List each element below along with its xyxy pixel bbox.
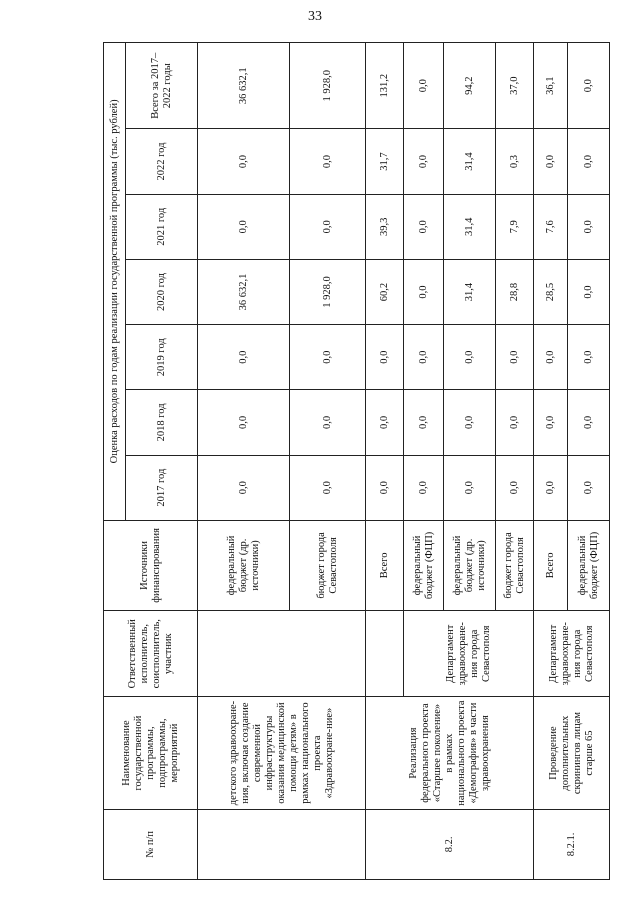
cell-value: 0,0 [290,390,366,455]
cell-source: федеральный бюджет (др. источники) [444,520,496,610]
cell-value: 0,0 [496,455,534,520]
cell-value: 0,0 [568,43,610,129]
cell-value: 31,4 [444,259,496,324]
cell-value: 0,0 [198,455,290,520]
cell-value: 0,0 [568,390,610,455]
cell-value: 0,0 [568,129,610,194]
cell-value: 0,0 [290,455,366,520]
cell-value: 0,3 [496,129,534,194]
header-num: № п/п [104,809,198,879]
cell-value: 0,0 [534,325,568,390]
cell-source: федеральный бюджет (ФЦП) [568,520,610,610]
cell-value: 0,0 [534,390,568,455]
cell-value: 60,2 [366,259,404,324]
cell-responsible: Департамент здравоохране-ния города Севастополя [534,611,610,697]
rotated-table-wrapper [103,42,609,880]
header-estimate: Оценка расходов по годам реализации государственной программы (тыс. рублей) [104,43,126,521]
cell-value: 0,0 [404,194,444,259]
cell-name: детского здравоохране-ния, включая создание современной инфраструктуры оказания медицинской помощи детям» в рамках национального проекта «Здравоохране-ние» [198,697,366,809]
cell-value: 0,0 [444,455,496,520]
header-year-2021: 2021 год [126,194,198,259]
cell-value: 0,0 [290,325,366,390]
cell-value: 7,9 [496,194,534,259]
cell-name: Проведение дополнительных скринингов лицам старше 65 [534,697,610,809]
cell-num: 8.2.1. [534,809,610,879]
cell-value: 0,0 [404,455,444,520]
cell-value: 36,1 [534,43,568,129]
cell-value: 0,0 [198,129,290,194]
cell-value: 0,0 [404,129,444,194]
cell-responsible: Департамент здравоохране-ния города Севастополя [404,611,534,697]
cell-value: 31,4 [444,129,496,194]
cell-value: 37,0 [496,43,534,129]
header-year-2022: 2022 год [126,129,198,194]
header-sources: Источники финансирования [104,520,198,610]
header-year-2020: 2020 год [126,259,198,324]
cell-value: 0,0 [366,390,404,455]
cell-value: 0,0 [404,259,444,324]
cell-value: 0,0 [534,129,568,194]
cell-num: 8.2. [366,809,534,879]
cell-value: 0,0 [534,455,568,520]
cell-source: Всего [366,520,404,610]
cell-value: 0,0 [290,129,366,194]
header-year-2017: 2017 год [126,455,198,520]
header-responsible: Ответственный исполнитель, соисполнитель, участник [104,611,198,697]
cell-value: 31,7 [366,129,404,194]
cell-num [198,809,366,879]
cell-value: 0,0 [444,390,496,455]
cell-value: 36 632,1 [198,259,290,324]
cell-value: 39,3 [366,194,404,259]
cell-value: 0,0 [198,390,290,455]
cell-source: федеральный бюджет (др. источники) [198,520,290,610]
cell-value: 0,0 [198,194,290,259]
cell-value: 0,0 [366,455,404,520]
page-number: 33 [308,9,322,24]
financing-table [103,42,610,880]
cell-value: 28,8 [496,259,534,324]
cell-name: Реализация федерального проекта «Старшее поколение» в рамках национального проекта «Демография» в части здравоохранения [366,697,534,809]
cell-source: бюджет города Севастополя [290,520,366,610]
header-name: Наименование государственной программы, подпрограммы, мероприятий [104,697,198,809]
cell-value: 0,0 [496,325,534,390]
header-total: Всего за 2017–2022 годы [126,43,198,129]
cell-value: 0,0 [568,455,610,520]
cell-value: 0,0 [404,390,444,455]
cell-value: 0,0 [568,325,610,390]
cell-value: 0,0 [496,390,534,455]
cell-value: 131,2 [366,43,404,129]
cell-value: 1 928,0 [290,43,366,129]
cell-value: 0,0 [404,325,444,390]
cell-value: 0,0 [366,325,404,390]
cell-source: федеральный бюджет (ФЦП) [404,520,444,610]
cell-value: 0,0 [198,325,290,390]
cell-value: 0,0 [444,325,496,390]
cell-responsible [198,611,366,697]
cell-value: 1 928,0 [290,259,366,324]
cell-source: бюджет города Севастополя [496,520,534,610]
cell-value: 28,5 [534,259,568,324]
cell-source: Всего [534,520,568,610]
cell-value: 94,2 [444,43,496,129]
cell-value: 0,0 [290,194,366,259]
cell-responsible [366,611,404,697]
header-year-2019: 2019 год [126,325,198,390]
cell-value: 7,6 [534,194,568,259]
cell-value: 31,4 [444,194,496,259]
header-year-2018: 2018 год [126,390,198,455]
cell-value: 36 632,1 [198,43,290,129]
cell-value: 0,0 [568,194,610,259]
cell-value: 0,0 [568,259,610,324]
cell-value: 0,0 [404,43,444,129]
